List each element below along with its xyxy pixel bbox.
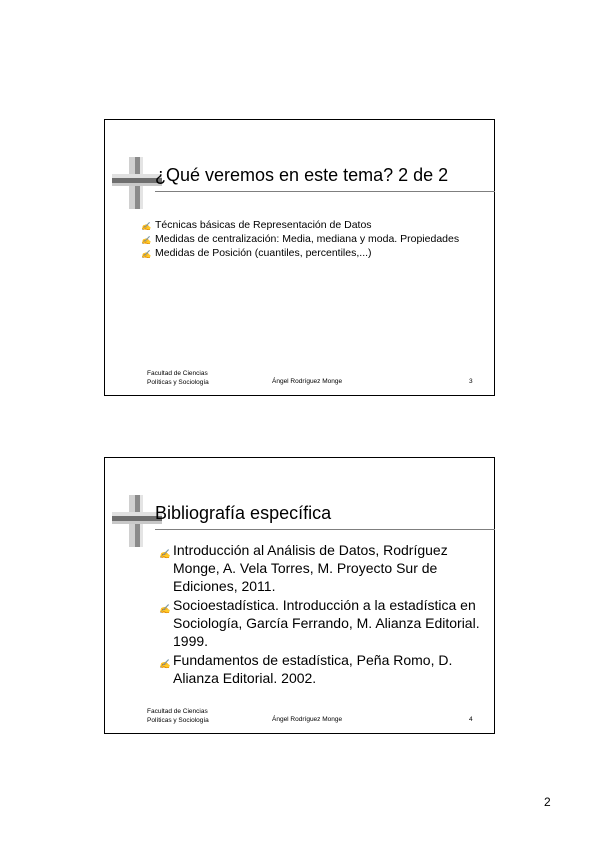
slide-number: 4 <box>469 716 473 723</box>
pen-bullet-icon: ✍ <box>141 250 151 259</box>
footer-author: Ángel Rodríguez Monge <box>272 378 343 385</box>
pen-bullet-icon: ✍ <box>141 222 151 231</box>
footer-institution <box>147 707 209 725</box>
footer-institution-line1: Facultad de Ciencias <box>147 370 208 377</box>
bullet-text: Técnicas básicas de Representación de Datos <box>155 219 372 231</box>
bullet-item <box>141 218 486 232</box>
bullet-text: Socioestadística. Introducción a la estadística en Sociología, García Ferrando, M. Alianza Editorial. 1999. <box>173 597 480 649</box>
footer-institution-line2: Políticas y Sociología <box>147 717 209 724</box>
bullet-item <box>159 596 489 650</box>
bullet-item <box>159 651 489 687</box>
bullet-item <box>141 246 486 260</box>
bullet-text: Introducción al Análisis de Datos, Rodríguez Monge, A. Vela Torres, M. Proyecto Sur de Ediciones, 2011. <box>173 542 448 594</box>
footer-institution-line1: Facultad de Ciencias <box>147 708 208 715</box>
page-number: 2 <box>544 795 551 809</box>
slide-4 <box>104 457 495 734</box>
bullet-text: Fundamentos de estadística, Peña Romo, D. Alianza Editorial. 2002. <box>173 652 453 686</box>
footer-institution-line2: Políticas y Sociología <box>147 379 209 386</box>
bullet-list <box>159 541 489 688</box>
pen-bullet-icon: ✍ <box>159 604 171 614</box>
footer-author: Ángel Rodríguez Monge <box>272 716 343 723</box>
pen-bullet-icon: ✍ <box>159 549 171 559</box>
pen-bullet-icon: ✍ <box>159 659 171 669</box>
bullet-list <box>141 218 486 260</box>
slide-title: ¿Qué veremos en este tema? 2 de 2 <box>155 165 449 185</box>
title-underline <box>155 529 495 530</box>
slide-title: Bibliografía específica <box>155 503 332 523</box>
slide-3 <box>104 119 495 396</box>
bullet-text: Medidas de Posición (cuantiles, percentiles,...) <box>155 247 372 259</box>
title-underline <box>155 191 495 192</box>
bullet-text: Medidas de centralización: Media, mediana y moda. Propiedades <box>155 233 460 245</box>
footer-institution <box>147 369 209 387</box>
slide-number: 3 <box>469 378 473 385</box>
pen-bullet-icon: ✍ <box>141 236 151 245</box>
bullet-item <box>141 232 486 246</box>
bullet-item <box>159 541 489 595</box>
